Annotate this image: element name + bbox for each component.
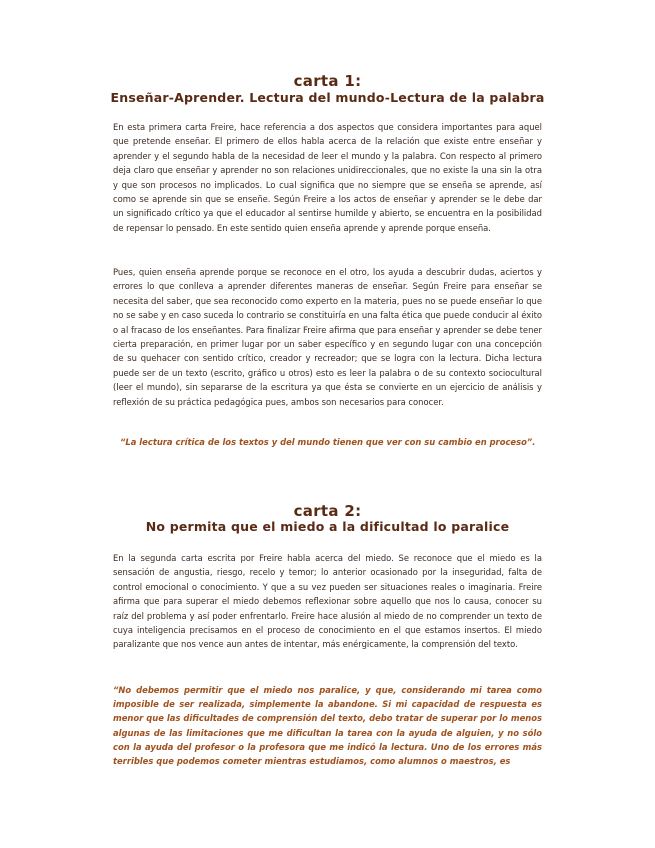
carta2-subtitle: No permita que el miedo a la dificultad lo paralice xyxy=(145,519,510,534)
carta2-paragraph-1: En la segunda carta escrita por Freire habla acerca del miedo. Se reconoce que el miedo es la sensación de angustia, riesgo, recelo y temor; lo anterior ocasionado por la inseguridad, falta de control emocional o conocimiento. Y que a su vez pueden ser situaciones reales o imaginaria. Freire afirma que para superar el miedo debemos reflexionar sobre aquello que nos lo causa, conocer su raíz del problema y así poder enfrentarlo. Freire hace alusión al miedo de no comprender un texto de cuya inteligencia precisamos en el proceso de conocimiento en el que estamos insertos. El miedo paralizante que nos vence aun antes de intentar, más enérgicamente, la comprensión del texto. xyxy=(113,553,542,650)
carta1-paragraph-1: En esta primera carta Freire, hace referencia a dos aspectos que considera importantes para aquel que pretende enseñar. El primero de ellos habla acerca de la relación que existe entre enseñar y aprender y el segundo habla de la necesidad de leer el mundo y la palabra. Con respecto al primero deja claro que enseñar y aprender no son relaciones unidireccionales, que no existe la una sin la otra y que son procesos no implicados. Lo cual significa que no siempre que se enseña se aprende, así como se aprende sin que se enseñe. Según Freire a los actos de enseñar y aprender se le debe dar un significado crítico ya que el educador al sentirse humilde y abierto, se encuentra en la posibilidad de repensar lo pensado. En este sentido quien enseña aprende y aprende porque enseña. xyxy=(113,122,542,233)
carta1-quote: “La lectura crítica de los textos y del mundo tienen que ver con su cambio en proceso”. xyxy=(120,437,536,447)
carta1-paragraph-2: Pues, quien enseña aprende porque se reconoce en el otro, los ayuda a descubrir dudas, aciertos y errores lo que conlleva a aprender diferentes maneras de enseñar. Según Freire para enseñar se necesita del saber, que sea reconocido como experto en la materia, pues no se puede enseñar lo que no se sabe y en caso suceda lo contrario se constituiría en una falta ética que puede conducir al éxito o al fracaso de los enseñantes. Para finalizar Freire afirma que para enseñar y aprender se debe tener cierta preparación, en primer lugar por un saber específico y en segundo lugar con una concepción de su quehacer con sentido crítico, creador y recreador; que se logra con la lectura. Dicha lectura puede ser de un texto (escrito, gráfico u otros) esto es leer la palabra o de su contexto sociocultural (leer el mundo), sin separarse de la escritura ya que ésta se convierte en un ejercicio de análisis y reflexión de su práctica pedagógica pues, ambos son necesarios para conocer. xyxy=(113,267,542,407)
carta1-title: carta 1: xyxy=(293,72,362,90)
carta2-title: carta 2: xyxy=(293,502,362,520)
carta1-subtitle: Enseñar-Aprender. Lectura del mundo-Lectura de la palabra xyxy=(110,90,545,105)
carta2-quote: “No debemos permitir que el miedo nos paralice, y que, considerando mi tarea como imposible de ser realizada, simplemente la abandone. Si mi capacidad de respuesta es menor que las dificultades de comprensión del texto, debo tratar de superar por lo menos algunas de las limitaciones que me dificultan la tarea con la ayuda de alguien, y no sólo con la ayuda del profesor o la profesora que me indicó la lectura. Uno de los errores más terribles que podemos cometer mientras estudiamos, como alumnos o maestros, es xyxy=(113,685,542,767)
